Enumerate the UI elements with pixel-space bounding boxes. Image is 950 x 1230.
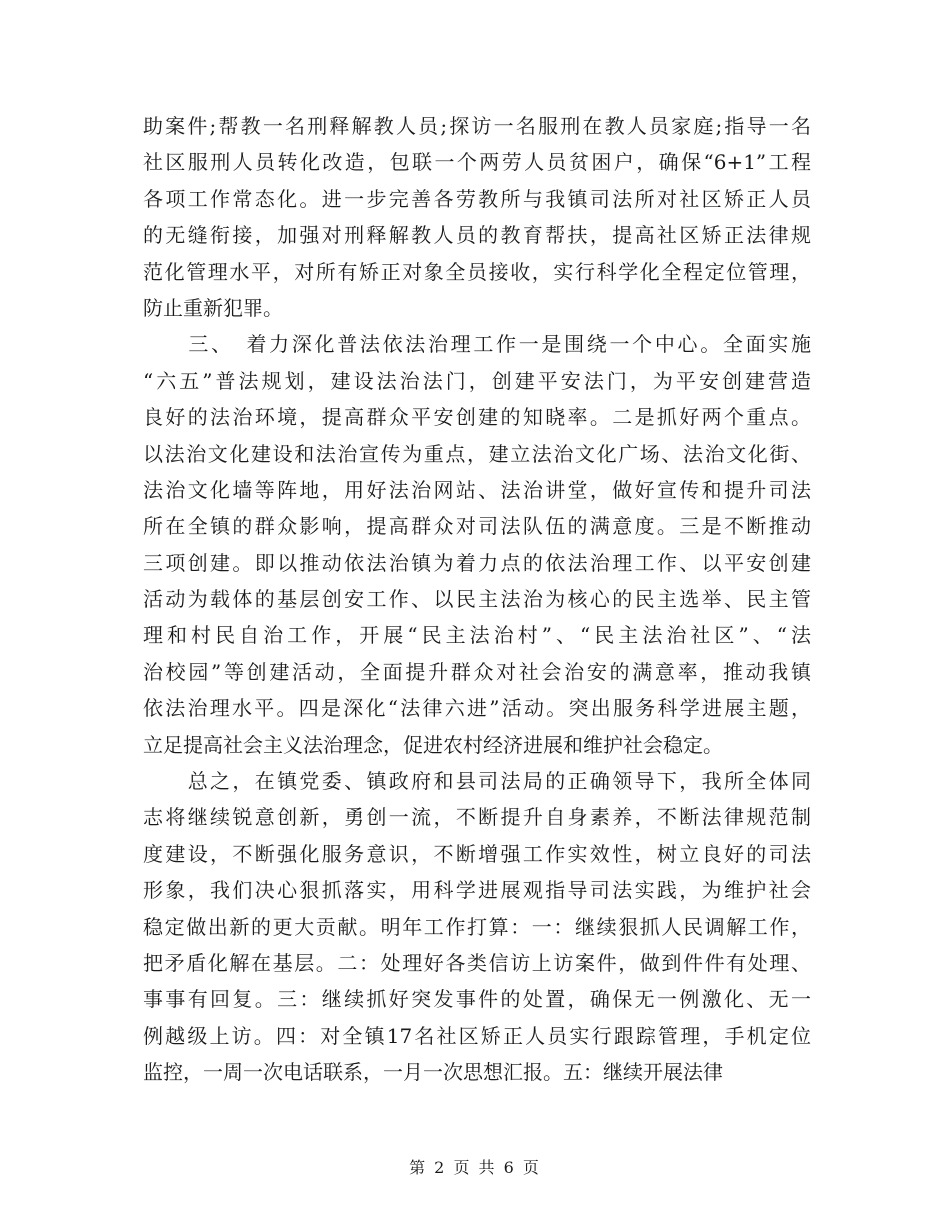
text-line: 三、 着力深化普法依法治理工作一是围绕一个中心。全面实施 [143,332,811,357]
text-line: 社区服刑人员转化改造，包联一个两劳人员贫困户，确保“6+1”工程 [143,150,811,175]
text-line: 治校园”等创建活动，全面提升群众对社会治安的满意率，推动我镇 [143,659,811,684]
text-line: 立足提高社会主义法治理念，促进农村经济进展和维护社会稳定。 [143,732,723,757]
paragraph-case-assistance [143,108,811,326]
text-line: 度建设，不断强化服务意识，不断增强工作实效性，树立良好的司法 [143,841,811,866]
text-line: 各项工作常态化。进一步完善各劳教所与我镇司法所对社区矫正人员 [143,186,811,211]
text-line: 事事有回复。三：继续抓好突发事件的处置，确保无一例激化、无一 [143,987,811,1012]
text-line: 的无缝衔接，加强对刑释解教人员的教育帮扶，提高社区矫正法律规 [143,223,811,248]
paragraph-section-three [143,326,811,763]
page-number-footer: 第 2 页 共 6 页 [409,1158,541,1177]
text-line: 例越级上访。四：对全镇17名社区矫正人员实行跟踪管理，手机定位 [143,1023,811,1048]
text-line: 助案件;帮教一名刑释解教人员;探访一名服刑在教人员家庭;指导一名 [143,114,811,138]
text-line: 活动为载体的基层创安工作、以民主法治为核心的民主选举、民主管 [143,587,811,612]
text-line: “六五”普法规划，建设法治法门，创建平安法门，为平安创建营造 [143,368,811,393]
text-line: 所在全镇的群众影响，提高群众对司法队伍的满意度。三是不断推动 [143,514,811,539]
text-line: 把矛盾化解在基层。二：处理好各类信访上访案件，做到件件有处理、 [143,950,811,975]
text-line: 依法治理水平。四是深化“法律六进”活动。突出服务科学进展主题， [143,696,811,721]
text-line: 防止重新犯罪。 [143,295,283,320]
text-line: 志将继续锐意创新，勇创一流，不断提升自身素养，不断法律规范制 [143,805,811,830]
text-line: 理和村民自治工作，开展“民主法治村”、“民主法治社区”、“法 [143,623,811,648]
text-line: 总之，在镇党委、镇政府和县司法局的正确领导下，我所全体同 [143,769,811,794]
text-line: 形象，我们决心狠抓落实，用科学进展观指导司法实践，为维护社会 [143,878,811,903]
text-line: 良好的法治环境，提高群众平安创建的知晓率。二是抓好两个重点。 [143,405,811,430]
text-line: 稳定做出新的更大贡献。明年工作打算：一：继续狠抓人民调解工作， [143,914,811,939]
document-body [143,108,811,1091]
paragraph-summary [143,763,811,1091]
text-line: 范化管理水平，对所有矫正对象全员接收，实行科学化全程定位管理， [143,259,811,284]
text-line: 监控，一周一次电话联系，一月一次思想汇报。五：继续开展法律 [143,1060,723,1085]
text-line: 三项创建。即以推动依法治镇为着力点的依法治理工作、以平安创建 [143,550,811,575]
text-line: 法治文化墙等阵地，用好法治网站、法治讲堂，做好宣传和提升司法 [143,477,811,502]
text-line: 以法治文化建设和法治宣传为重点，建立法治文化广场、法治文化街、 [143,441,811,466]
